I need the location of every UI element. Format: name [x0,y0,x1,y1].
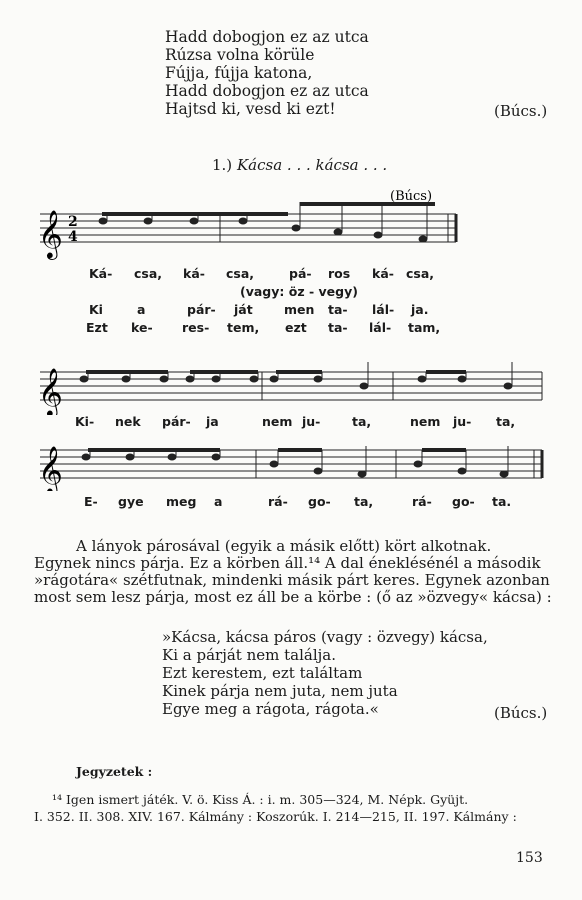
lyric-syllable: Ká- [89,266,113,281]
lyric-syllable: ta, [496,414,516,429]
poem-line: Egye meg a rágota, rágota.« [162,700,379,718]
verse-source: (Búcs.) [494,102,548,120]
poem-line: Ki a párját nem találja. [162,646,336,664]
lyric-syllable: ta- [328,302,348,317]
paragraph-line: »rágotára« szétfutnak, mindenki másik párt keres. Egynek azonban [34,571,550,589]
treble-clef-icon: 𝄞 [38,445,63,491]
staff-1-marking: (Búcs) [390,189,433,204]
staff-2 [38,350,548,419]
lyric-syllable: ta, [352,414,372,429]
lyric-syllable: go- [452,494,475,509]
staff-3-notation [38,426,548,491]
lyric-syllable: ja [206,414,219,429]
lyric-syllable: nem [262,414,293,429]
lyric-syllable: nem [410,414,441,429]
lyric-syllable: tem, [227,320,260,335]
lyric-syllable: pá- [289,266,312,281]
verse-line: Rúzsa volna körüle [165,46,315,64]
page-number: 153 [516,850,543,866]
opening-verse [165,28,369,118]
staff-1-notation [38,188,538,268]
song-title [212,156,387,174]
description-paragraph [34,538,554,606]
lyric-syllable: meg [166,494,197,509]
verse-line: Hadd dobogjon ez az utca [165,28,369,46]
lyric-syllable: ká- [183,266,205,281]
lyric-syllable: ta- [328,320,348,335]
song-title-text: Kácsa . . . kácsa . . . [236,156,388,174]
lyric-syllable: pár- [187,302,216,317]
verse-line: Hadd dobogjon ez az utca [165,82,369,100]
lyric-syllable: ta, [354,494,374,509]
lyric-syllable: ja. [411,302,429,317]
lyric-alternative: (vagy: öz - vegy) [240,284,358,299]
time-sig-top: 2 [68,214,78,230]
lyric-syllable: nek [115,414,141,429]
treble-clef-icon: 𝄞 [38,209,63,258]
time-sig-bottom: 4 [68,229,78,245]
lyric-syllable: rá- [412,494,432,509]
notes-heading: Jegyzetek : [76,764,153,779]
lyric-syllable: gye [118,494,144,509]
lyric-syllable: Ki- [75,414,95,429]
lyric-syllable: ros [328,266,351,281]
lyric-syllable: ját [234,302,253,317]
lyric-syllable: go- [308,494,331,509]
poem-line: »Kácsa, kácsa páros (vagy : özvegy) kácsa, [162,628,488,646]
lyric-syllable: E- [84,494,98,509]
lyric-syllable: pár- [162,414,191,429]
footnote-line: ¹⁴ Igen ismert játék. V. ö. Kiss Á. : i. m. 305—324, M. Népk. Gyüjt. [52,792,469,807]
lyric-syllable: ju- [453,414,472,429]
lyric-syllable: csa, [226,266,255,281]
poem-line: Ezt kerestem, ezt találtam [162,664,363,682]
paragraph-line: most sem lesz párja, most ez áll be a körbe : (ő az »özvegy« kácsa) : [34,588,552,606]
poem-line: Kinek párja nem juta, nem juta [162,682,398,700]
lyric-syllable: tam, [408,320,441,335]
paragraph-line: A lányok párosával (egyik a másik előtt) kört alkotnak. [76,537,492,555]
staff-2-notation [38,350,548,415]
lyric-syllable: ta. [492,494,512,509]
staff-3 [38,426,548,495]
quoted-poem [162,628,488,718]
lyric-syllable: a [214,494,223,509]
treble-clef-icon: 𝄞 [38,367,63,415]
lyric-syllable: a [137,302,146,317]
lyric-syllable: csa, [406,266,435,281]
lyric-syllable: rá- [268,494,288,509]
lyric-syllable: men [284,302,315,317]
lyric-syllable: lál- [369,320,392,335]
lyric-syllable: ju- [302,414,321,429]
verse-line: Hajtsd ki, vesd ki ezt! [165,100,336,118]
paragraph-line: Egynek nincs párja. Ez a körben áll.¹⁴ A dal éneklésénél a második [34,554,541,572]
poem-source: (Búcs.) [494,704,548,722]
verse-line: Fújja, fújja katona, [165,64,313,82]
lyric-syllable: Ezt [86,320,108,335]
staff-1 [38,188,538,272]
lyric-syllable: res- [182,320,210,335]
lyric-syllable: csa, [134,266,163,281]
song-number: 1.) [212,156,233,174]
lyric-syllable: ezt [285,320,307,335]
lyric-syllable: ke- [131,320,153,335]
lyric-syllable: Ki [89,302,103,317]
lyric-syllable: lál- [372,302,395,317]
footnote-line: I. 352. II. 308. XIV. 167. Kálmány : Koszorúk. I. 214—215, II. 197. Kálmány : [34,809,517,824]
lyric-syllable: ká- [372,266,394,281]
